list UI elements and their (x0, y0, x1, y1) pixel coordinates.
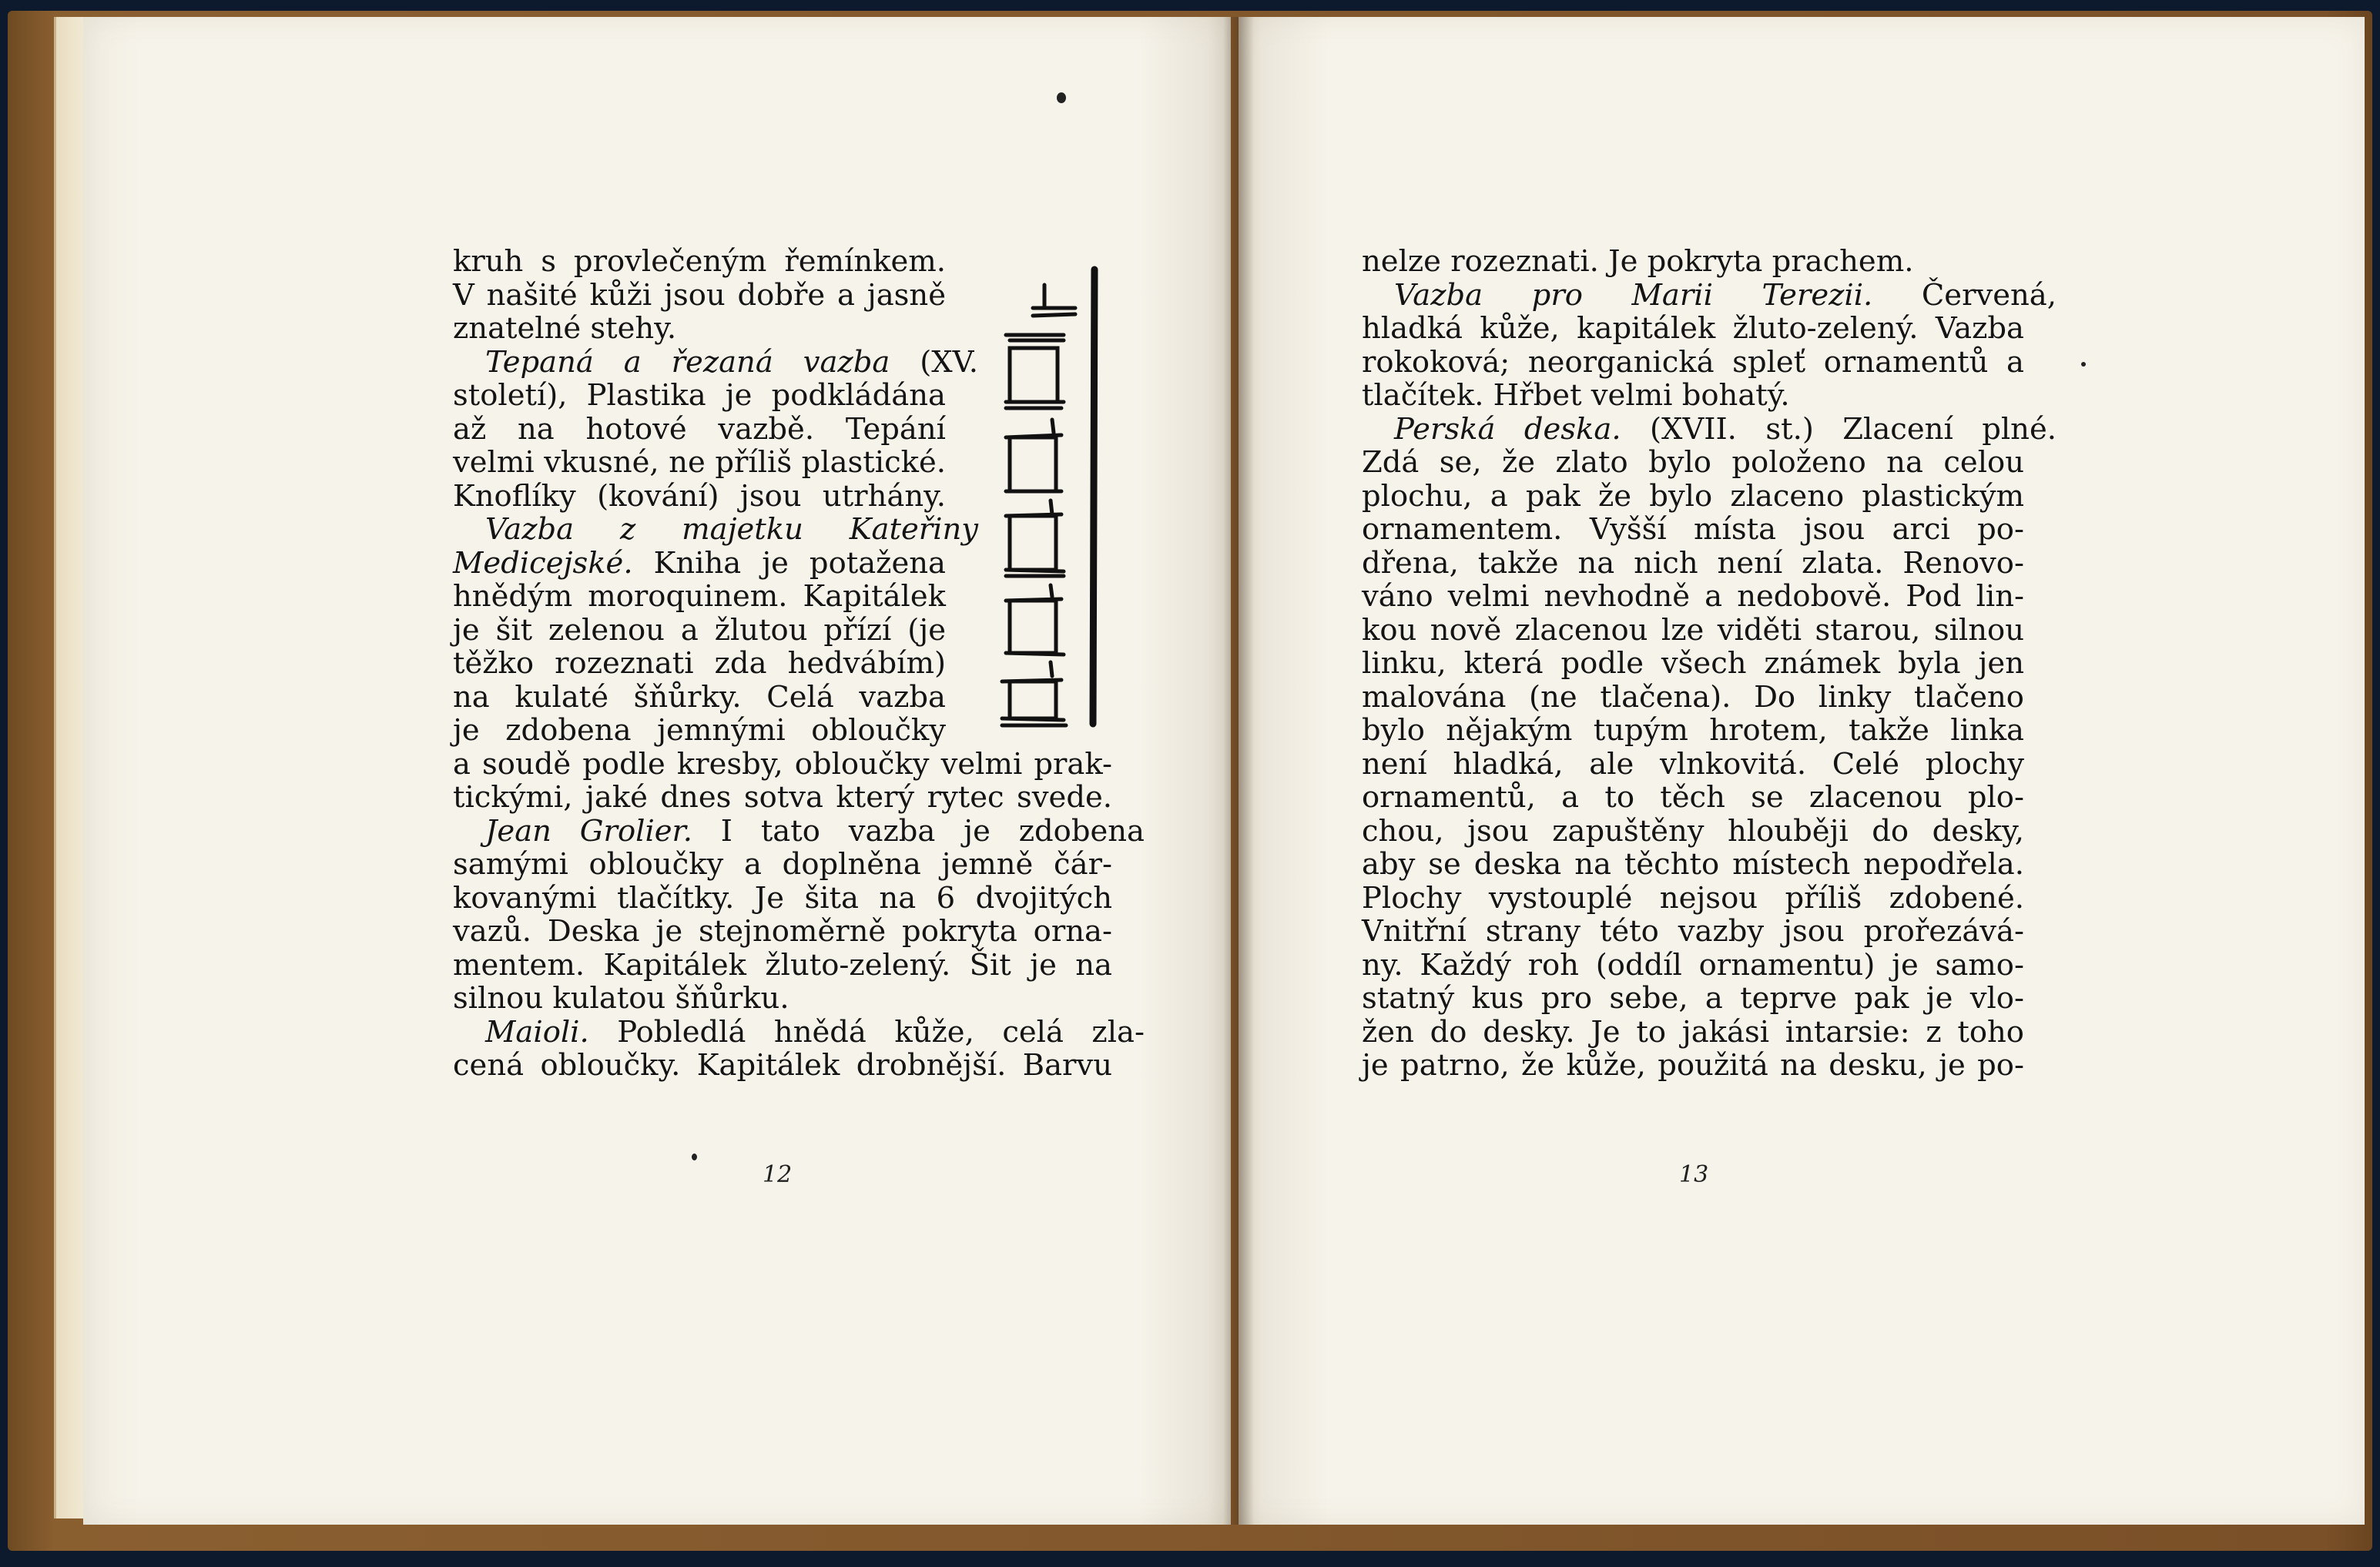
text-fragment: Červená, (1872, 277, 2057, 313)
italic-heading: Medicejské. (453, 545, 633, 581)
text-line: V našité kůži jsou dobře a jasně (453, 277, 946, 313)
text-line: malována (ne tlačena). Do linky tlačeno (1362, 679, 2024, 715)
italic-heading: Jean Grolier. (485, 813, 692, 849)
text-line: je šit zelenou a žlutou přízí (je (453, 612, 946, 648)
text-fragment: (XV. (890, 344, 978, 380)
text-line: nelze rozeznati. Je pokryta prachem. (1362, 244, 1914, 279)
text-line: kovanými tlačítky. Je šita na 6 dvojitých (453, 880, 1112, 916)
text-line: ornamentem. Vyšší místa jsou arci po- (1362, 512, 2024, 547)
text-line: století), Plastika je podkládána (453, 378, 946, 413)
text-line: velmi vkusné, ne příliš plastické. (453, 445, 946, 480)
text-line: bylo nějakým tupým hrotem, takže linka (1362, 713, 2024, 748)
italic-heading: Tepaná a řezaná vazba (485, 344, 890, 380)
text-line: tlačítek. Hřbet velmi bohatý. (1362, 378, 1790, 413)
text-line (1362, 413, 2057, 447)
text-line: aby se deska na těchto místech nepodřela. (1362, 847, 2024, 882)
text-line: mentem. Kapitálek žluto-zelený. Šit je na (453, 947, 1112, 983)
text-line: hladká kůže, kapitálek žluto-zelený. Vazba (1362, 311, 2024, 346)
text-line: dřena, takže na nich není zlata. Renovo- (1362, 545, 2024, 581)
text-line: vazů. Deska je stejnoměrně pokryta orna- (453, 914, 1112, 949)
text-line: na kulaté šňůrky. Celá vazba (453, 679, 946, 715)
ink-speck (692, 1153, 697, 1160)
text-line: a soudě podle kresby, obloučky velmi prak- (453, 746, 1112, 782)
text-line (453, 1016, 1145, 1050)
text-line: Zdá se, že zlato bylo položeno na celou (1362, 445, 2024, 480)
text-line (453, 815, 1145, 849)
text-line: není hladká, ale vlnkovitá. Celé plochy (1362, 746, 2024, 782)
text-line (453, 346, 978, 380)
italic-heading: Maioli. (485, 1014, 589, 1050)
text-line: ornamentů, a to těch se zlacenou plo- (1362, 780, 2024, 815)
ink-speck (2081, 362, 2086, 367)
text-fragment: Kniha je potažena (632, 545, 946, 581)
text-line: hnědým moroquinem. Kapitálek (453, 579, 946, 614)
text-line: chou, jsou zapuštěny hlouběji do desky, (1362, 813, 2024, 849)
text-line: tickými, jaké dnes sotva který rytec svede. (453, 780, 1112, 815)
text-line: Vnitřní strany této vazby jsou prořezává- (1362, 914, 2024, 949)
text-line: statný kus pro sebe, a teprve pak je vlo- (1362, 981, 2024, 1016)
text-line: linku, která podle všech známek byla jen (1362, 646, 2024, 681)
italic-heading: Perská deska. (1394, 411, 1621, 447)
text-fragment: (XVII. st.) Zlacení plné. (1621, 411, 2057, 447)
text-line: cená obloučky. Kapitálek drobnější. Barvu (453, 1048, 1112, 1083)
text-line (1362, 279, 2057, 313)
text-line: rokoková; neorganická spleť ornamentů a (1362, 344, 2024, 380)
text-line: Plochy vystouplé nejsou příliš zdobené. (1362, 880, 2024, 916)
gutter-shadow (1223, 17, 1254, 1525)
text-line: kou nově zlacenou lze viděti starou, silnou (1362, 612, 2024, 648)
text-line: samými obloučky a doplněna jemně čár- (453, 847, 1112, 882)
italic-heading: Vazba pro Marii Terezii. (1394, 277, 1873, 313)
text-line: ny. Každý roh (oddíl ornamentu) je samo- (1362, 947, 2024, 983)
text-line: kruh s provlečeným řemínkem. (453, 244, 946, 279)
page-number-right: 13 (1679, 1161, 1709, 1188)
text-line: až na hotové vazbě. Tepání (453, 411, 946, 447)
ink-speck (1057, 92, 1066, 103)
text-line: znatelné stehy. (453, 311, 677, 346)
text-line: těžko rozeznati zda hedvábím) (453, 646, 946, 681)
text-fragment: Pobledlá hnědá kůže, celá zla- (588, 1014, 1145, 1050)
right-page-text (1362, 244, 2057, 1083)
spine-binding-sketch-icon (991, 254, 1114, 732)
text-line: je zdobena jemnými obloučky (453, 713, 946, 748)
text-line: žen do desky. Je to jakási intarsie: z toho (1362, 1014, 2024, 1050)
text-line: je patrno, že kůže, použitá na desku, je po- (1362, 1048, 2024, 1083)
text-line: Knoflíky (kování) jsou utrhány. (453, 478, 946, 514)
text-line: váno velmi nevhodně a nedobově. Pod lin- (1362, 579, 2024, 614)
page-number-left: 12 (763, 1161, 793, 1188)
text-line: plochu, a pak že bylo zlaceno plastickým (1362, 478, 2024, 514)
text-line: silnou kulatou šňůrku. (453, 981, 789, 1016)
italic-heading: Vazba z majetku Kateřiny (485, 512, 978, 547)
text-line (453, 547, 946, 581)
text-fragment: I tato vazba je zdobena (692, 813, 1145, 849)
